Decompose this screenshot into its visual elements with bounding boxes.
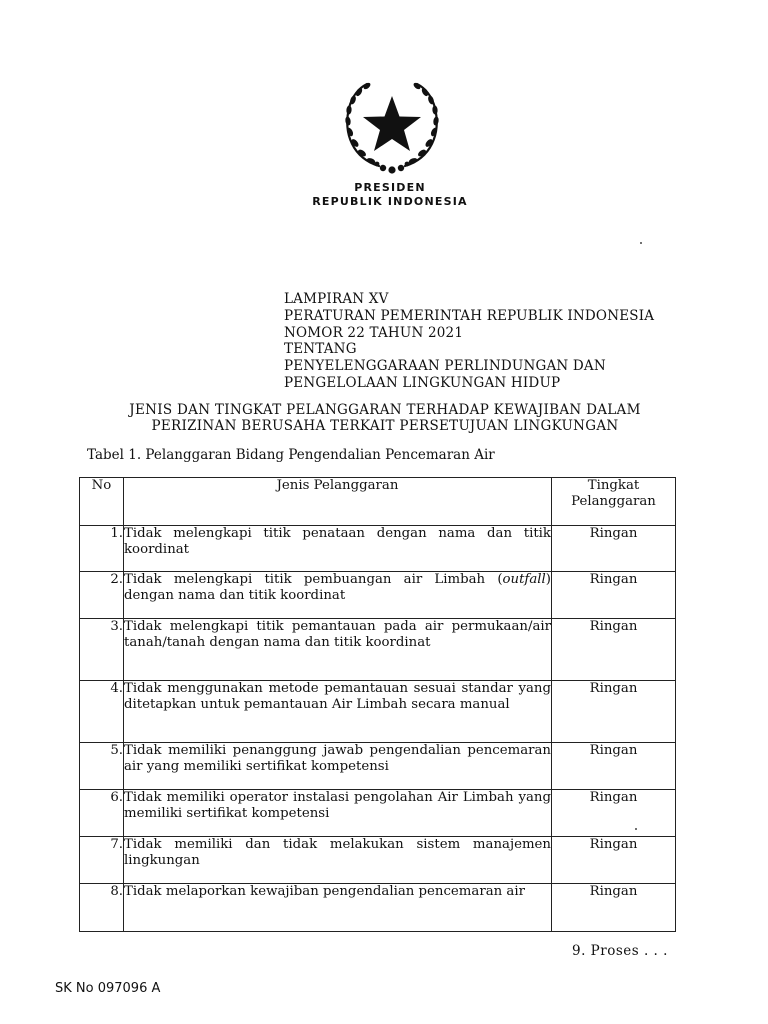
table-row bbox=[80, 681, 676, 743]
table-row bbox=[80, 743, 676, 790]
column-header-tingkat-line: Pelanggaran bbox=[571, 493, 656, 509]
row-number: 5. bbox=[80, 743, 124, 790]
annex-reference-block bbox=[284, 291, 654, 392]
violation-description: Tidak memiliki operator instalasi pengolahan Air Limbah yang memiliki sertifikat kompetensi bbox=[124, 790, 552, 837]
table-caption: Tabel 1. Pelanggaran Bidang Pengendalian Pencemaran Air bbox=[87, 447, 495, 463]
table-row bbox=[80, 526, 676, 572]
violation-description-text: Tidak melengkapi titik pembuangan air Limbah ( bbox=[124, 572, 503, 587]
violation-description-italic: outfall bbox=[502, 572, 546, 587]
table-row bbox=[80, 837, 676, 884]
violation-description: Tidak memiliki dan tidak melakukan sistem manajemen lingkungan bbox=[124, 837, 552, 884]
violation-level: Ringan bbox=[552, 884, 676, 932]
column-header-no: No bbox=[80, 478, 124, 526]
row-number: 6. bbox=[80, 790, 124, 837]
violation-description: Tidak melaporkan kewajiban pengendalian pencemaran air bbox=[124, 884, 552, 932]
column-header-tingkat bbox=[552, 478, 676, 526]
row-number: 7. bbox=[80, 837, 124, 884]
violation-level: Ringan bbox=[552, 790, 676, 837]
row-number: 1. bbox=[80, 526, 124, 572]
violation-level: Ringan bbox=[552, 837, 676, 884]
violation-description: Tidak menggunakan metode pemantauan sesuai standar yang ditetapkan untuk pemantauan Air Limbah secara manual bbox=[124, 681, 552, 743]
violation-level: Ringan bbox=[552, 681, 676, 743]
annex-line: TENTANG bbox=[284, 341, 357, 358]
issuer-line-republik: REPUBLIK INDONESIA bbox=[312, 195, 468, 208]
page-continuation: 9. Proses . . . bbox=[572, 943, 668, 959]
issuer-line-presiden: PRESIDEN bbox=[354, 181, 426, 194]
annex-line: NOMOR 22 TAHUN 2021 bbox=[284, 324, 464, 341]
document-title-line: JENIS DAN TINGKAT PELANGGARAN TERHADAP KEWAJIBAN DALAM bbox=[129, 402, 641, 418]
violation-description-text: ) dengan nama dan titik koordinat bbox=[124, 572, 551, 603]
violation-level: Ringan bbox=[552, 743, 676, 790]
issuer-heading bbox=[290, 181, 490, 209]
document-title-line: PERIZINAN BERUSAHA TERKAIT PERSETUJUAN LINGKUNGAN bbox=[151, 418, 619, 434]
violations-table bbox=[79, 477, 676, 932]
row-number: 8. bbox=[80, 884, 124, 932]
table-header-row bbox=[80, 478, 676, 526]
annex-line: PENGELOLAAN LINGKUNGAN HIDUP bbox=[284, 374, 561, 391]
sk-serial-number: SK No 097096 A bbox=[55, 981, 161, 996]
violation-level: Ringan bbox=[552, 619, 676, 681]
annex-line: LAMPIRAN XV bbox=[284, 291, 389, 307]
table-row bbox=[80, 790, 676, 837]
annex-line: PENYELENGGARAAN PERLINDUNGAN DAN bbox=[284, 358, 606, 375]
document-title bbox=[90, 402, 680, 434]
violation-level: Ringan bbox=[552, 526, 676, 572]
table-row bbox=[80, 572, 676, 619]
violation-description: Tidak melengkapi titik pemantauan pada air permukaan/air tanah/tanah dengan nama dan titik koordinat bbox=[124, 619, 552, 681]
violation-description: Tidak memiliki penanggung jawab pengendalian pencemaran air yang memiliki sertifikat kompetensi bbox=[124, 743, 552, 790]
column-header-tingkat-line: Tingkat bbox=[587, 478, 640, 493]
annex-line: PERATURAN PEMERINTAH REPUBLIK INDONESIA bbox=[284, 307, 655, 324]
table-row bbox=[80, 619, 676, 681]
row-number: 4. bbox=[80, 681, 124, 743]
violation-level: Ringan bbox=[552, 572, 676, 619]
column-header-jenis: Jenis Pelanggaran bbox=[124, 478, 552, 526]
table-row bbox=[80, 884, 676, 932]
violation-description bbox=[124, 572, 552, 619]
violation-description: Tidak melengkapi titik penataan dengan nama dan titik koordinat bbox=[124, 526, 552, 572]
scan-speck bbox=[640, 242, 642, 244]
row-number: 2. bbox=[80, 572, 124, 619]
presidential-emblem-icon bbox=[339, 78, 445, 176]
row-number: 3. bbox=[80, 619, 124, 681]
